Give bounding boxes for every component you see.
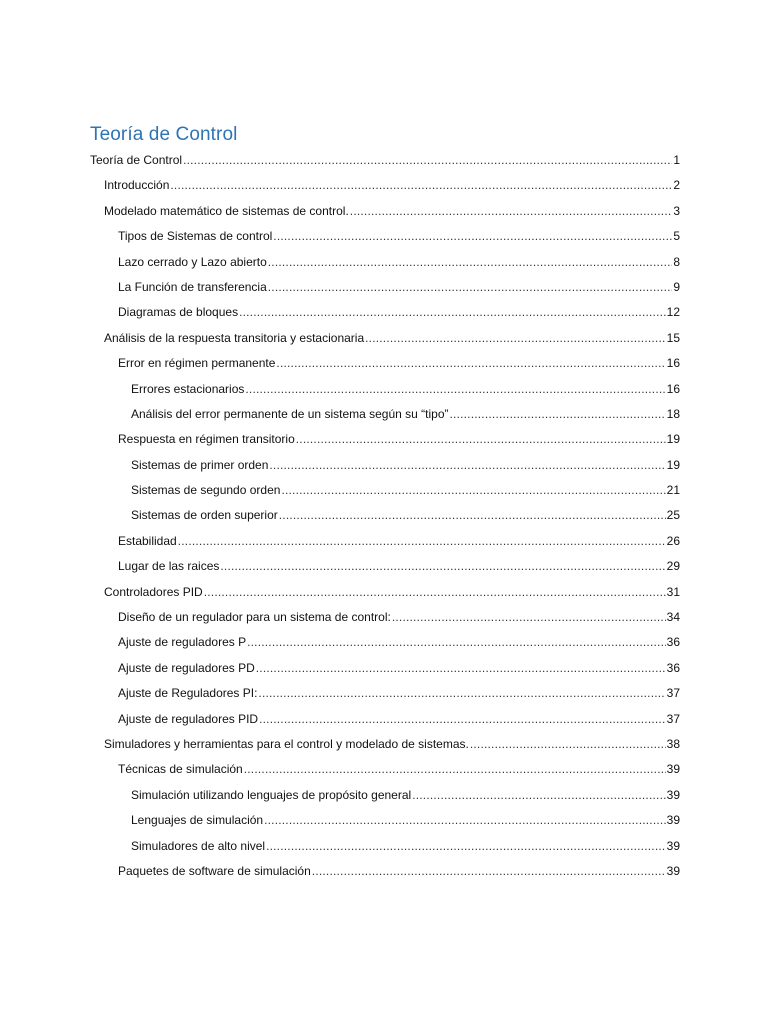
toc-dot-leader [279, 503, 666, 528]
toc-entry-title: Diseño de un regulador para un sistema de control: [118, 610, 391, 625]
toc-dot-leader [269, 453, 665, 478]
toc-entry-page-number: 36 [666, 635, 680, 650]
toc-entry[interactable] [118, 224, 680, 249]
toc-entry-title: Técnicas de simulación [118, 762, 243, 777]
toc-dot-leader [258, 681, 665, 706]
toc-dot-leader [247, 630, 666, 655]
toc-dot-leader [244, 757, 666, 782]
toc-entry-title: Simuladores y herramientas para el control y modelado de sistemas. [104, 736, 469, 751]
toc-dot-leader [268, 250, 673, 275]
toc-dot-leader [450, 402, 666, 427]
toc-entry-title: Simulación utilizando lenguajes de propósito general [131, 787, 412, 802]
toc-entry[interactable] [118, 630, 680, 655]
toc-entry[interactable] [131, 503, 680, 528]
toc-entry[interactable] [118, 529, 680, 554]
toc-entry-title: Introducción [104, 178, 170, 193]
toc-entry-page-number: 8 [673, 254, 680, 269]
toc-entry[interactable] [131, 402, 680, 427]
toc-entry-page-number: 16 [666, 381, 680, 396]
toc-dot-leader [264, 808, 666, 833]
toc-entry-title: Lazo cerrado y Lazo abierto [118, 254, 267, 269]
toc-entry-title: Modelado matemático de sistemas de control. [104, 203, 349, 218]
toc-entry[interactable] [118, 656, 680, 681]
toc-entry[interactable] [118, 554, 680, 579]
toc-entry-title: Tipos de Sistemas de control [118, 229, 273, 244]
toc-entry[interactable] [131, 834, 680, 859]
toc-dot-leader [266, 834, 666, 859]
toc-entry-page-number: 37 [666, 686, 680, 701]
toc-entry-title: Errores estacionarios [131, 381, 245, 396]
toc-dot-leader [239, 300, 666, 325]
toc-entry-page-number: 36 [666, 660, 680, 675]
toc-dot-leader [245, 377, 665, 402]
toc-entry-page-number: 3 [673, 203, 680, 218]
toc-dot-leader [178, 529, 666, 554]
toc-entry-title: Análisis del error permanente de un sistema según su “tipo” [131, 406, 449, 421]
toc-entry-page-number: 19 [666, 432, 680, 447]
toc-dot-leader [170, 173, 672, 198]
toc-dot-leader [276, 351, 665, 376]
toc-entry[interactable] [104, 173, 680, 198]
toc-entry[interactable] [131, 783, 680, 808]
toc-dot-leader [365, 326, 666, 351]
toc-entry[interactable] [104, 580, 680, 605]
toc-dot-leader [281, 478, 665, 503]
toc-entry[interactable] [118, 351, 680, 376]
toc-entry-title: Lugar de las raices [118, 559, 220, 574]
toc-entry-page-number: 31 [666, 584, 680, 599]
toc-dot-leader [392, 605, 666, 630]
toc-dot-leader [312, 859, 666, 884]
table-of-contents [0, 148, 768, 884]
toc-entry-page-number: 16 [666, 356, 680, 371]
toc-entry-page-number: 38 [666, 736, 680, 751]
toc-entry[interactable] [131, 377, 680, 402]
toc-entry-title: La Función de transferencia [118, 279, 267, 294]
toc-entry-page-number: 9 [673, 279, 680, 294]
toc-entry-page-number: 12 [666, 305, 680, 320]
toc-entry[interactable] [118, 605, 680, 630]
toc-entry[interactable] [118, 707, 680, 732]
toc-entry[interactable] [131, 453, 680, 478]
toc-entry-page-number: 39 [666, 813, 680, 828]
toc-entry-page-number: 37 [666, 711, 680, 726]
toc-dot-leader [256, 656, 666, 681]
toc-entry-title: Respuesta en régimen transitorio [118, 432, 295, 447]
toc-entry-page-number: 34 [666, 610, 680, 625]
toc-entry-page-number: 39 [666, 838, 680, 853]
toc-dot-leader [183, 148, 672, 173]
toc-dot-leader [412, 783, 665, 808]
toc-entry-title: Sistemas de primer orden [131, 457, 269, 472]
toc-entry[interactable] [118, 757, 680, 782]
toc-entry-page-number: 39 [666, 787, 680, 802]
toc-entry-title: Sistemas de segundo orden [131, 483, 281, 498]
toc-dot-leader [220, 554, 665, 579]
toc-entry-title: Paquetes de software de simulación [118, 863, 311, 878]
toc-entry-page-number: 26 [666, 533, 680, 548]
toc-dot-leader [259, 707, 666, 732]
toc-entry-page-number: 2 [673, 178, 680, 193]
toc-entry-title: Diagramas de bloques [118, 305, 239, 320]
toc-entry-page-number: 25 [666, 508, 680, 523]
toc-entry[interactable] [118, 859, 680, 884]
toc-entry[interactable] [118, 427, 680, 452]
toc-dot-leader [204, 580, 666, 605]
toc-dot-leader [273, 224, 672, 249]
toc-entry[interactable] [104, 326, 680, 351]
toc-entry[interactable] [118, 681, 680, 706]
toc-entry-title: Ajuste de reguladores P [118, 635, 247, 650]
toc-entry-title: Ajuste de reguladores PID [118, 711, 259, 726]
toc-entry[interactable] [118, 275, 680, 300]
toc-entry[interactable] [131, 478, 680, 503]
toc-dot-leader [296, 427, 666, 452]
toc-dot-leader [350, 199, 673, 224]
toc-entry[interactable] [104, 732, 680, 757]
toc-entry-title: Ajuste de reguladores PD [118, 660, 255, 675]
toc-entry-page-number: 39 [666, 863, 680, 878]
toc-entry-title: Estabilidad [118, 533, 177, 548]
toc-entry-page-number: 15 [666, 330, 680, 345]
toc-entry-page-number: 21 [666, 483, 680, 498]
toc-entry-title: Simuladores de alto nivel [131, 838, 266, 853]
toc-entry-title: Lenguajes de simulación [131, 813, 264, 828]
toc-entry-title: Análisis de la respuesta transitoria y estacionaria [104, 330, 365, 345]
toc-dot-leader [470, 732, 666, 757]
toc-entry-page-number: 19 [666, 457, 680, 472]
toc-entry-page-number: 29 [666, 559, 680, 574]
toc-entry[interactable] [118, 250, 680, 275]
toc-entry-page-number: 1 [673, 153, 680, 167]
toc-entry-page-number: 39 [666, 762, 680, 777]
toc-entry-page-number: 5 [673, 229, 680, 244]
toc-heading: Teoría de Control [90, 123, 238, 145]
toc-entry[interactable] [104, 199, 680, 224]
toc-entry[interactable] [90, 148, 680, 173]
toc-entry-page-number: 18 [666, 406, 680, 421]
toc-entry[interactable] [131, 808, 680, 833]
toc-dot-leader [268, 275, 673, 300]
toc-entry[interactable] [118, 300, 680, 325]
toc-entry-title: Error en régimen permanente [118, 356, 276, 371]
toc-entry-title: Controladores PID [104, 584, 203, 599]
toc-entry-title: Ajuste de Reguladores PI: [118, 686, 258, 701]
toc-entry-title: Teoría de Control [90, 153, 183, 167]
toc-entry-title: Sistemas de orden superior [131, 508, 278, 523]
